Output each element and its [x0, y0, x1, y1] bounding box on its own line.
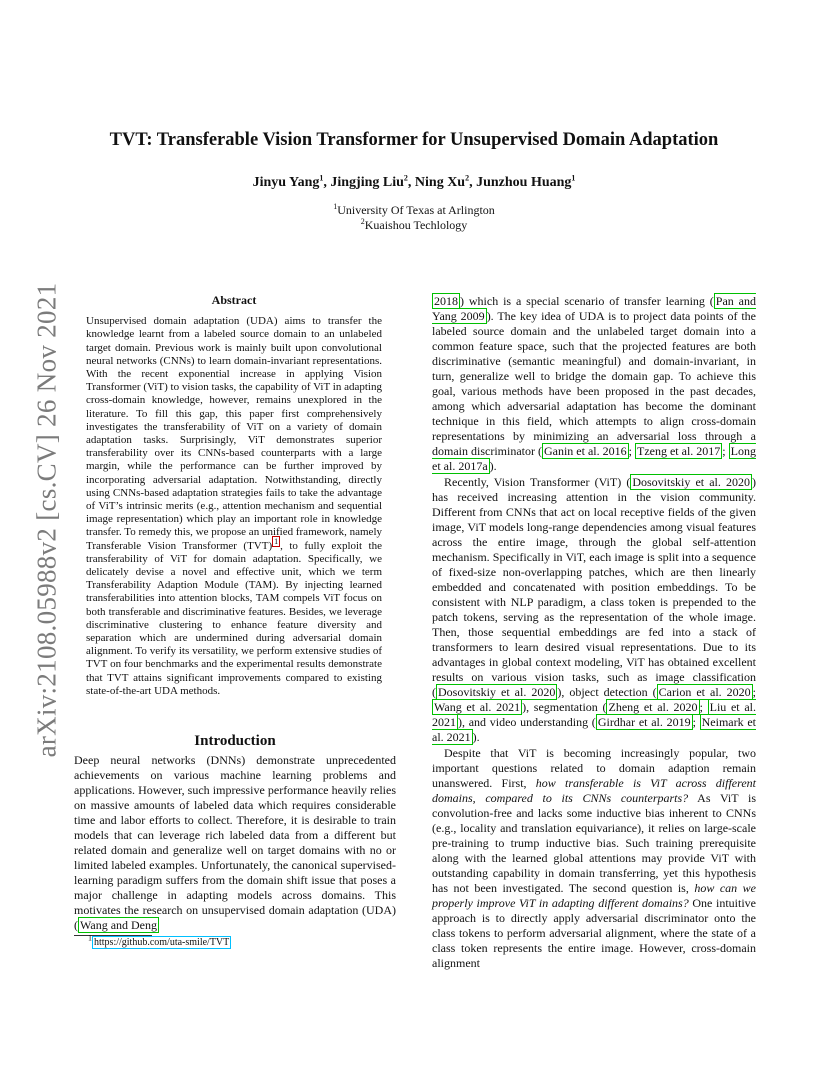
citation-separator: ; — [699, 700, 708, 714]
footnote-link[interactable]: 1 — [274, 537, 279, 546]
author-affiliation-mark: 1 — [571, 173, 576, 183]
body-text: ) which is a special scenario of transfer learning ( — [460, 294, 714, 308]
paragraph-questions — [432, 746, 756, 971]
body-text: ), and video understanding ( — [458, 715, 596, 729]
body-text: Recently, Vision Transformer (ViT) ( — [444, 475, 631, 489]
citation-link[interactable]: Dosovitskiy et al. 2020 — [632, 475, 750, 489]
affiliation — [0, 218, 828, 233]
affiliation-text: Kuaishou Techlology — [364, 218, 468, 232]
abstract-heading: Abstract — [211, 293, 257, 307]
body-text: ), object detection ( — [557, 685, 657, 699]
paragraph-vit — [432, 475, 756, 745]
citation-link[interactable]: Pan and Yang 2009 — [432, 294, 756, 323]
affiliation — [0, 203, 828, 218]
citation-link[interactable]: Liu et al. 2021 — [432, 700, 756, 729]
citation-link[interactable]: Dosovitskiy et al. 2020 — [438, 685, 556, 699]
footnote — [88, 933, 231, 948]
author-name: Jinyu Yang — [252, 175, 320, 190]
intro-paragraph: Deep neural networks (DNNs) demonstrate unprecedented achievements on various machine learning problems and applications. However, such impressive performance heavily relies on massive amounts of labeled data which requires considerable time and labor efforts to collect. Therefore, it is desirable to train models that can leverage rich labeled data from a different but related domain and generalize well on target domains with no or limited labeled examples. Unfortunately, the canonical supervised-learning paradigm suffers from the domain shift issue that poses a major challenge in adapting models across domains. This motivates the research on unsupervised domain adaptation (UDA) ( Wang and Deng — [74, 753, 396, 932]
citation-link[interactable]: Zheng et al. 2020 — [608, 700, 698, 714]
author-affiliation-mark: 2 — [403, 173, 408, 183]
question-text: how transferable is ViT across different domains, compared to its CNNs counterparts? — [432, 776, 756, 805]
author-affiliation-mark: 1 — [319, 173, 324, 183]
citation-separator: ; — [752, 685, 756, 699]
author-name: Ning Xu — [414, 175, 466, 190]
author-name: Junzhou Huang — [476, 175, 572, 190]
introduction-heading: Introduction — [194, 733, 276, 749]
citation-link[interactable]: Wang et al. 2021 — [434, 700, 521, 714]
citation-link[interactable]: Long et al. 2017a — [432, 444, 756, 473]
citation-separator: ; — [628, 444, 635, 458]
footnote-url-link[interactable]: https://github.com/uta-smile/TVT — [94, 937, 230, 948]
abstract-text-part: , to fully exploit the transferability of ViT for domain adaptation. Specifically, we delicately devise a novel and effective unit, which we term Transferability Adaption Module (TAM). By injecting learned transferabilities into attention blocks, TAM compels ViT focus on both transferable and discriminative features. Besides, we leverage discriminative clustering to enhance feature diversity and separation which are undermined during adversarial domain alignment. To verify its versatility, we perform extensive studies of TVT on four benchmarks and the experimental results demonstrate that TVT attains significant improvements compared to existing state-of-the-art UDA methods. — [86, 539, 382, 697]
citation-link[interactable]: Ganin et al. 2016 — [543, 444, 627, 458]
abstract-text — [86, 315, 382, 698]
body-text: ), segmentation ( — [522, 700, 607, 714]
author-name: Jingjing Liu — [330, 175, 404, 190]
citation-link[interactable]: Girdhar et al. 2019 — [597, 715, 691, 729]
footnote-number: 1 — [88, 933, 92, 943]
citation-separator: ; — [722, 444, 729, 458]
body-text: One intuitive approach is to directly apply adversarial discriminator onto the class tokens to perform adversarial alignment, where the state of a class token represents the entire image. However, cross-domain alignment — [432, 896, 756, 970]
abstract-text-part: Unsupervised domain adaptation (UDA) aims to transfer the knowledge learnt from a labeled source domain to an unlabeled target domain. Previous work is mainly built upon convolutional neural networks (CNNs) to learn domain-invariant representations. With the recent exponential increase in applying Vision Transformer (ViT) to vision tasks, the capability of ViT in adapting cross-domain knowledge, however, remains unexplored in the literature. To fill this gap, this paper first comprehensively investigates the transferability of ViT on a variety of domain adaptation tasks. Surprisingly, ViT demonstrates superior transferability over its CNNs-based counterparts with a large margin, while the performance can be further improved by incorporating adversarial adaptation. Notwithstanding, directly using CNNs-based adaptation strategies fails to take the advantage of ViT’s intrinsic merits (e.g., attention mechanism and sequential image representation) which play an important role in knowledge transfer. To remedy this, we propose an unified framework, namely Transferable Vision Transformer (TVT) — [86, 315, 382, 552]
citation-link[interactable]: Neimark et al. 2021 — [432, 715, 756, 744]
citation-link[interactable]: 2018 — [434, 294, 458, 308]
author-list: Jinyu Yang$^1$, Jingjing Liu$^2$, Ning Xu$^2$, Junzhou Huang$^1$ — [252, 173, 576, 190]
affiliation-number: 2 — [360, 217, 365, 226]
affiliation-number: 1 — [333, 202, 338, 211]
author-affiliation-mark: 2 — [465, 173, 470, 183]
citation-separator: ; — [692, 715, 700, 729]
intro-text: Deep neural networks (DNNs) demonstrate unprecedented achievements on various machine learning problems and applications. However, such impressive performance heavily relies on massive amounts of labeled data which requires considerable time and labor efforts to collect. Therefore, it is desirable to train models that can leverage rich labeled data from a different but related domain and generalize well on target domains with no or limited labeled examples. Unfortunately, the canonical supervised-learning paradigm suffers from the domain shift issue that poses a major challenge in adapting models across domains. This motivates the research on unsupervised domain adaptation (UDA) — [74, 753, 396, 917]
arxiv-identifier: arXiv:2108.05988v2 [cs.CV] 26 Nov 2021 — [31, 282, 62, 758]
question-text: how can we properly improve ViT in adapting different domains? — [432, 881, 756, 910]
body-text: ). The key idea of UDA is to project data points of the labeled source domain and the unlabeled target domain into a common feature space, such that the projected features are both discriminative (semantic meaningful) and domain-invariant, in turn, generalize well to bridge the domain gap. To achieve this goal, various methods have been proposed in the past decades, among which adversarial adaptation has become the dominant technique in this field, which attempts to align cross-domain representations by minimizing an adversarial loss through a domain discriminator ( — [432, 309, 757, 458]
citation-link[interactable]: Wang and Deng — [80, 918, 158, 932]
introduction-section — [74, 734, 396, 933]
citation-link[interactable]: Tzeng et al. 2017 — [636, 444, 721, 458]
right-column — [432, 294, 756, 972]
abstract-section — [86, 294, 382, 698]
citation-link[interactable]: Carion et al. 2020 — [658, 685, 751, 699]
body-text: ). — [489, 459, 497, 473]
body-text: As ViT is convolution-free and lacks some inductive bias inherent to CNNs (e.g., locality and translation equivariance), it relies on large-scale pre-training to trump inductive bias. Such training prerequisite along with the learned global attentions may provide ViT with outstanding capability in domain transferring, yet this hypothesis has not been investigated. The second question is, — [432, 791, 756, 895]
paragraph-udа-continued — [432, 294, 756, 474]
body-text: Despite that ViT is becoming increasingly popular, two important questions related to domain adaption remain unanswered. First, — [432, 746, 756, 790]
body-text: ). — [472, 730, 480, 744]
body-text: ) has received increasing attention in the vision community. Different from CNNs that act on local receptive fields of the given image, ViT models long-range dependencies among visual features across the entire image, through the global self-attention mechanism. Specifically in ViT, each image is split into a sequence of fixed-size non-overlapping patches, which are then linearly embedded and concatenated with position embeddings. To be consistent with NLP paradigm, a class token is prepended to the patch tokens, serving as the representation of the whole image. Then, those sequential embeddings are fed into a stack of transformers to learn desired visual representations. Due to its advantages in global context modeling, ViT has obtained excellent results on various vision tasks, such as image classification ( — [432, 475, 756, 699]
paper-title: TVT: Transferable Vision Transformer for Unsupervised Domain Adaptation — [109, 130, 719, 150]
affiliation-text: University Of Texas at Arlington — [337, 203, 495, 217]
